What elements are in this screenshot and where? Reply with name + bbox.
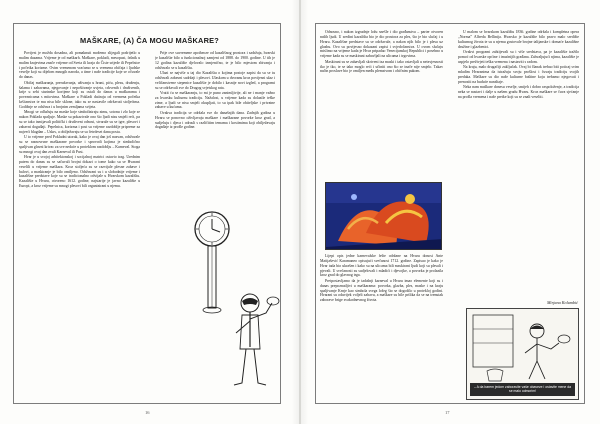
paragraph: Hvar je u svojoj arhitektonskoj i socijalnoj matrici ostavio trag. Urednim putem do danas su se sačuvali brojni dokazi o tome kako su se Hvarani veselili u vrijeme maškara. Kroz stoljeća su se razvijale plesne zabave i balovi, a maskiranje je bilo omiljeno. Održavani su i u slobodnije vrijeme i kazališne predstave koje su se tradicionalno odvijale u Hvarskom kazalištu. Kazalište u Hvaru, otvoreno 1612. godine, najstarije je javno kazalište u Europi, a kroz vrijeme su mnogi plesovi bili organizirani u njemu. (19, 155, 140, 189)
paragraph: Lijepi opis jedne karnevalske fešte održane na Hvaru donosi Ante Matijašević Karamaneo opisujući svečanost 1712. godine. Zapisao je kako je Hvar tada bio ukrašen i kako su na ulicama bili maskirani ljudi koji su plesali i pjevali. U svečanosti su sudjelovali i mladići i djevojke, a povorka je prolazila kroz grad do glavnog trga. (320, 254, 443, 278)
left-column-1 (19, 51, 140, 395)
right-column-1-top (320, 30, 443, 177)
paragraph: Maskirani su se zabavljali skriveni iza maski i tako ostavljali u neizvjesnosti tko je tko, te se tako moglo reći i učiniti ono što se inače nije smjelo. Takav način proslave bio je omiljen među plemstvom i običnim pukom. (320, 59, 443, 74)
paragraph: Mnogi se odlučuju na maske koje simboliziraju zimu, sotonu i zlo koje se nakon Poklada spaljuje. Maske su pokazivale ono što ljudi nisu smjeli reći, pa su se tako ismijavali politički i društveni odnosi, stvarale su se igre, plesovi i zabavni događaji. Pepelnica, korizma i post su vrijeme razdoblje pripreme za najveći blagdan – Uskrs, a obilježavaju se sa četrdeset dana posta. (19, 110, 140, 134)
carnival-photo-image (326, 183, 442, 250)
right-page (301, 0, 600, 424)
paragraph: Pretpostavljamo da je tadašnji karneval u Hvaru imao elemente koji su i danas prepoznatljivi u maškarama: povorka, glazba, ples, maske i na kraju spaljivanje Krnje kao simbola svega lošeg što se dogodilo u protekloj godini. Hvarani su oduvijek voljeli zabavu, a maškare su bile prilika da se na trenutak zaborave brige svakodnevnog života. (320, 278, 443, 303)
cartoon-caption: – A da barem jedom zaboravite vaše obaveze i ostavite mene da se malo odmorim! (470, 383, 575, 396)
paragraph: Običaj maškaranja, prerušavanja, uživanja u hrani, piću, plesu, druženju, šalama i zabavama, njegovanje i nepoštivanje uvjeta, crkvenih i društvenih, krije u sebi starinske korijene koji su ostali do danas u maškarama i poveznicama s mitovima. Maškare u Pokladi datiraju od vremena početka kršćanstva te mu nisu bile sklone, iako su se nastavile održavati stoljećima. Godišnje se održava i u brojnim zemljama svijeta. (19, 80, 140, 109)
paragraph: U to vrijeme pred Pokladni utorak, kako je ovaj dan još nazvan, održavale su se raznovrsne maškarane povorke i sprovodi kojima je simbolično spaljivan glavni krivac za sve nedaće u proteklom razdoblju – Karneval. Stoga su mnogi ovaj dan zvali Karneval ili Pust. (19, 135, 140, 154)
paragraph: Ovakvi programi zahtijevali su i više sredstava, pa je kazalište tražilo pomoć od hvarske općine i imućnijih građana. Zahvaljujući njima, kazalište je uspjelo preživjeti teška vremena i nastaviti s radom. (458, 49, 579, 64)
right-column-2 (458, 30, 579, 250)
cartoon-illustration (466, 308, 579, 400)
author-signature: Mirjana Kolumbić (546, 300, 578, 305)
paragraph: Povijest je možda dosadna, ali pomaknuti možemo slijegali podrijetlo u malim duzama. Vrijeme je od maškarh. Maškare, pokladi, mesopust, fašnik u malim krajevima znače vrijeme od Sveta ili kraja do Čiste srijede ili Pepelnice i početka korizme. Ovim vremenom vraćamo se u vremena običaja i ljudske veselje koji su dijelom mnogih naroda, a time i naše tradicije koje se očuvale do danas. (19, 51, 140, 80)
paragraph: Vratit ću se maškaranju, to mi je puno zanimljivije, ali ne i manje važno za hvarsku kulturnu tradiciju. Nažalost, u vrijeme kada su dolazile teške zime, a ljudi se nisu smjeli okupljati, to su ipak bile obiteljske i privatne zabave u kućama. (155, 90, 275, 110)
cartoon-drawing (467, 309, 579, 387)
paragraph: U malom se hvarskom kazalištu 1836. godine održala i kompletna opera „Norma” Alfreda Bellinija. Hvarsko je kazalište bilo pravo malo središte kulturnog života te su u njemu gostovale brojne talijanske i domaće kazališne družine i glazbenici. (458, 30, 579, 49)
page-number: 17 (445, 410, 450, 415)
paragraph: Ovakva tradicija se održala sve do današnjih dana. Zadnjih godina u Hvaru se ponovno oživljavaju maškare i maškarane povorke kroz grad, a sudjeluju i djeca i odrasli s različitim temama i kostimima koji obilježavaju događaje iz prošle godine. (155, 110, 275, 130)
paragraph: Na kraju, malo drugačiji zaključak. Ovaj bi članak trebao biti poticaj svim mladim Hvaranima da istražuju svoju prošlost i čuvaju tradiciju svojih predaka. Maškare su dio naše kulturne baštine koju trebamo njegovati i prenositi na buduće naraštaje. (458, 65, 579, 84)
left-page (0, 0, 299, 424)
carnival-photo (325, 182, 442, 250)
article-title: MAŠKARE, (A) ČA MOGU MAŠKARE? (80, 36, 219, 45)
paragraph: Prije ove suvremene apotheoze od kazališnog prostora i sadržaja, hvarski je kazalište bilo u funkcionalnoj zamjeni od 1888. do 1900. godine. U tih je 12 godina kazalište djelovalo izmjenično, te je bilo mjestom zbivanja i održavalo se u kazalištu. (155, 51, 275, 70)
paragraph: Neka nam maškare donesu veselje, smijeh i dobro raspoloženje, a tradicija neka se nastavi i dalje u našem gradu Hvaru. Kroz maškare se čuva sjećanje na prošla vremena i naše pretke koji su se znali veseliti. (458, 85, 579, 99)
right-column-1-bottom (320, 254, 443, 396)
masked-figure-illustration (228, 289, 286, 394)
paragraph: Odnosno, i nakon izgradnje ložu snešle i dio građanstva – parter otvoren naših ljudi. U sredini kazališta bio je dio prostora za ples, što je bio slučaj i u Hvaru. Kazališne predstave su se održavale, a nakon njih bilo je i plesa uz glazbu. Ovo su povijesno dokazani zapisi i svjedočanstva. U ovom slučaju mislimo na vrijeme kada je Hvar pripadao Venecijanskoj Republici i posebno u vrijeme kada su se maskirani zabavljali na ulicama i trgovima. (320, 30, 443, 59)
paragraph: Ulazi se najviše u taj dio Kazališta o kojima postoje zapisi da su se tu održavali zabavni sadržaji i plesovi. Ulaskom u dvoranu kroz povijesni ulaz i veličanstvene stepenice kazalište je dobilo i kasnije novi izgled, a programi su se održavali sve do Drugog svjetskog rata. (155, 70, 275, 90)
left-column-2 (155, 51, 275, 171)
page-number: 16 (145, 410, 150, 415)
